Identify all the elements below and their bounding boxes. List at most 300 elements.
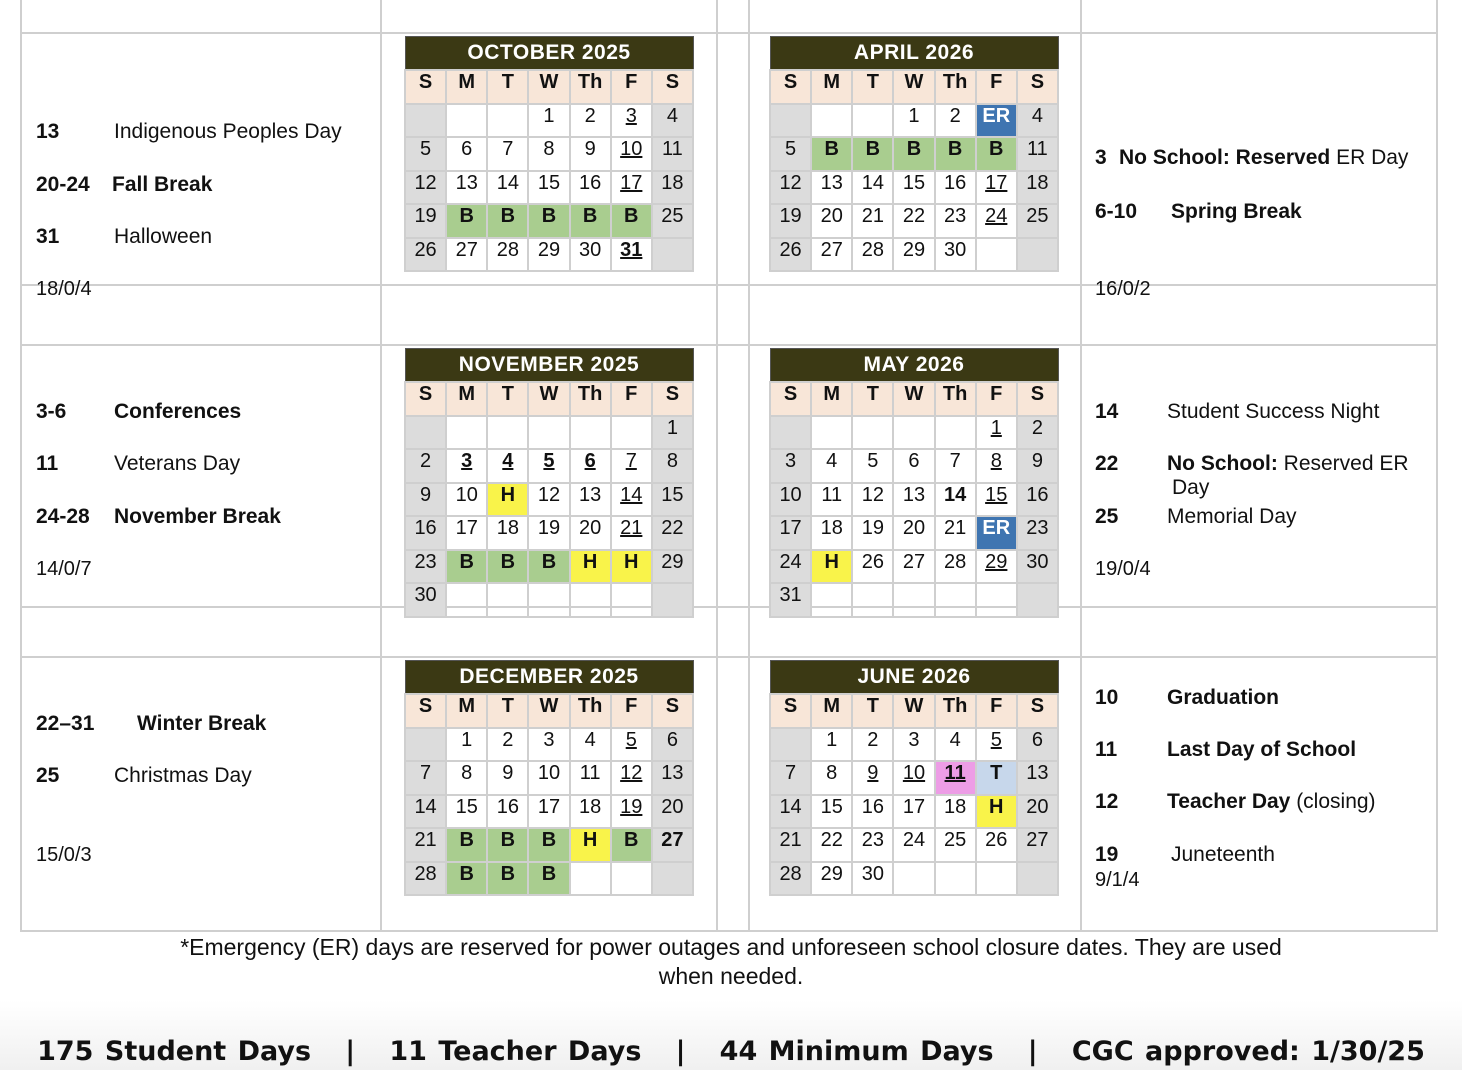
weekday-header: S — [1017, 382, 1058, 416]
spacer-cell — [1081, 285, 1437, 345]
day-cell: 10 — [893, 761, 934, 795]
weekday-header: Th — [935, 694, 976, 728]
calendar-week — [770, 449, 1058, 483]
note-label: Reserved ER — [1277, 452, 1409, 475]
calendar-week — [405, 449, 693, 483]
note-date: 14 — [1095, 400, 1119, 423]
apr-notes-cell — [1081, 33, 1437, 300]
day-cell: 16 — [1017, 483, 1058, 517]
dec-notes — [22, 658, 380, 930]
day-cell: 7 — [770, 761, 811, 795]
day-cell — [1017, 862, 1058, 896]
day-cell: 9 — [1017, 449, 1058, 483]
day-cell: 9 — [405, 483, 446, 517]
day-cell: 23 — [1017, 516, 1058, 550]
day-cell: 21 — [405, 828, 446, 862]
calendar-october-2025 — [404, 36, 694, 272]
note-label: Fall Break — [112, 173, 213, 196]
day-cell: 16 — [852, 795, 893, 829]
calendar-week — [770, 516, 1058, 550]
note-label: ER Day — [1330, 146, 1409, 169]
note-label: Christmas Day — [114, 764, 252, 787]
apr-notes — [1082, 34, 1436, 300]
oct-notes — [22, 34, 380, 300]
nov-cal-cell — [381, 345, 717, 607]
nov-day-summary: 14/0/7 — [36, 558, 92, 580]
calendar-week — [770, 483, 1058, 517]
weekday-header: W — [528, 382, 569, 416]
day-cell — [811, 416, 852, 450]
calendar-week — [405, 137, 693, 171]
oct-note-3 — [36, 225, 212, 249]
day-cell: B — [611, 204, 652, 238]
weekday-header: F — [976, 70, 1017, 104]
day-cell: 3 — [611, 104, 652, 138]
calendar-week — [770, 550, 1058, 584]
day-cell — [935, 416, 976, 450]
day-cell: 22 — [811, 828, 852, 862]
calendar-week — [770, 828, 1058, 862]
month-title: DECEMBER 2025 — [405, 661, 693, 695]
note-date: 6-10 — [1095, 200, 1138, 223]
day-cell: 3 — [893, 728, 934, 762]
day-cell: 5 — [528, 449, 569, 483]
day-cell — [893, 416, 934, 450]
day-cell: 16 — [487, 795, 528, 829]
note-label: (closing) — [1290, 790, 1376, 813]
weekday-header: W — [528, 70, 569, 104]
calendar-week — [405, 483, 693, 517]
note-date: 24-28 — [36, 505, 90, 528]
weekday-header: S — [652, 382, 693, 416]
day-cell: 27 — [811, 238, 852, 272]
day-cell: 11 — [652, 137, 693, 171]
day-cell: B — [446, 862, 487, 896]
day-cell: 14 — [611, 483, 652, 517]
day-cell — [487, 416, 528, 450]
day-cell: 6 — [1017, 728, 1058, 762]
weekday-header: T — [852, 70, 893, 104]
day-cell — [611, 416, 652, 450]
day-cell: B — [487, 862, 528, 896]
month-title: NOVEMBER 2025 — [405, 349, 693, 383]
day-cell: 25 — [1017, 204, 1058, 238]
calendar-week — [770, 238, 1058, 272]
day-cell: 1 — [893, 104, 934, 138]
day-cell: 1 — [811, 728, 852, 762]
footnote-line-2: when needed. — [658, 963, 804, 989]
weekday-header: F — [611, 382, 652, 416]
weekday-header: M — [446, 70, 487, 104]
dec-note-2 — [36, 764, 252, 788]
day-cell: 15 — [893, 171, 934, 205]
day-cell: 31 — [770, 583, 811, 617]
weekday-header: M — [446, 694, 487, 728]
note-date: 25 — [36, 764, 60, 787]
day-cell: 9 — [852, 761, 893, 795]
day-cell: 14 — [935, 483, 976, 517]
day-cell — [487, 104, 528, 138]
day-cell: 8 — [652, 449, 693, 483]
day-cell — [811, 104, 852, 138]
day-cell: 2 — [935, 104, 976, 138]
calendar-week — [405, 728, 693, 762]
note-date: 13 — [36, 120, 60, 143]
weekday-header: S — [405, 694, 446, 728]
day-cell: 28 — [770, 862, 811, 896]
day-cell: 26 — [405, 238, 446, 272]
oct-day-summary: 18/0/4 — [36, 278, 92, 300]
day-cell: 9 — [570, 137, 611, 171]
emergency-days-footnote — [0, 933, 1462, 991]
day-cell: 15 — [528, 171, 569, 205]
may-notes — [1082, 346, 1436, 606]
apr-day-summary: 16/0/2 — [1095, 278, 1151, 300]
may-note-1 — [1095, 400, 1379, 424]
spacer-cell — [1081, 607, 1437, 657]
note-date: 10 — [1095, 686, 1119, 709]
calendar-week — [405, 238, 693, 272]
calendar-week — [770, 795, 1058, 829]
day-cell: B — [976, 137, 1017, 171]
nov-note-2 — [36, 452, 240, 476]
jun-notes — [1082, 658, 1436, 930]
day-cell: 5 — [405, 137, 446, 171]
day-cell: 5 — [976, 728, 1017, 762]
day-cell: B — [487, 828, 528, 862]
spacer-cell — [717, 607, 749, 657]
day-cell: 10 — [770, 483, 811, 517]
weekday-header: F — [976, 382, 1017, 416]
spacer-cell — [749, 285, 1081, 345]
note-label: November Break — [114, 505, 281, 528]
calendar-week — [770, 171, 1058, 205]
day-cell: 3 — [770, 449, 811, 483]
weekday-header: M — [811, 382, 852, 416]
note-date: 22–31 — [36, 712, 95, 735]
gap-cell — [717, 345, 749, 607]
weekday-header: W — [528, 694, 569, 728]
day-cell: 19 — [770, 204, 811, 238]
day-cell: 19 — [611, 795, 652, 829]
day-cell: 17 — [611, 171, 652, 205]
weekday-header: S — [405, 382, 446, 416]
day-cell: 12 — [405, 171, 446, 205]
day-cell: 29 — [652, 550, 693, 584]
day-cell: 2 — [487, 728, 528, 762]
day-cell: 18 — [811, 516, 852, 550]
day-cell: 14 — [487, 171, 528, 205]
day-cell: 3 — [528, 728, 569, 762]
jun-note-4 — [1095, 843, 1275, 867]
day-cell: 9 — [487, 761, 528, 795]
day-cell: 1 — [652, 416, 693, 450]
note-label: Indigenous Peoples Day — [114, 120, 342, 143]
day-cell: 27 — [652, 828, 693, 862]
day-cell: 26 — [852, 550, 893, 584]
note-label-continued: Day — [1172, 476, 1210, 499]
note-label: Graduation — [1167, 686, 1280, 709]
day-cell: 18 — [1017, 171, 1058, 205]
day-cell: H — [487, 483, 528, 517]
weekday-header: S — [1017, 70, 1058, 104]
jun-cal-cell — [749, 657, 1081, 931]
jun-note-3 — [1095, 790, 1376, 814]
weekday-header: Th — [570, 70, 611, 104]
day-cell: 28 — [852, 238, 893, 272]
note-label-bold: No School: — [1167, 452, 1278, 475]
weekday-header: S — [405, 70, 446, 104]
day-cell: 10 — [446, 483, 487, 517]
nov-notes-cell — [21, 345, 381, 607]
day-cell: 4 — [570, 728, 611, 762]
day-cell — [976, 862, 1017, 896]
day-cell — [893, 862, 934, 896]
day-cell: B — [446, 204, 487, 238]
day-cell: 28 — [405, 862, 446, 896]
spacer-cell — [717, 285, 749, 345]
day-cell: 20 — [652, 795, 693, 829]
apr-cal-cell — [749, 33, 1081, 285]
day-cell: 28 — [487, 238, 528, 272]
day-cell — [405, 728, 446, 762]
day-cell: 15 — [652, 483, 693, 517]
day-cell — [1017, 238, 1058, 272]
day-cell: 18 — [570, 795, 611, 829]
day-cell: 14 — [405, 795, 446, 829]
note-label: Student Success Night — [1167, 400, 1380, 423]
note-date: 11 — [1095, 738, 1118, 761]
note-label-bold: No School: Reserved — [1119, 146, 1331, 169]
day-cell: 29 — [811, 862, 852, 896]
weekday-header: W — [893, 382, 934, 416]
note-label: Halloween — [114, 225, 213, 248]
apr-note-2 — [1095, 200, 1302, 224]
calendar-week — [405, 795, 693, 829]
may-cal-cell — [749, 345, 1081, 607]
day-cell — [570, 416, 611, 450]
weekday-header: T — [487, 70, 528, 104]
nov-notes — [22, 346, 380, 606]
jun-day-summary: 9/1/4 — [1095, 869, 1140, 891]
day-cell: 19 — [528, 516, 569, 550]
day-cell: 7 — [935, 449, 976, 483]
day-cell: 15 — [446, 795, 487, 829]
day-cell: B — [528, 862, 569, 896]
day-cell: 17 — [770, 516, 811, 550]
day-cell — [405, 104, 446, 138]
weekday-header: S — [770, 694, 811, 728]
day-cell: B — [487, 550, 528, 584]
month-title: JUNE 2026 — [770, 661, 1058, 695]
note-label: Conferences — [114, 400, 242, 423]
day-cell: 21 — [935, 516, 976, 550]
day-cell: 13 — [652, 761, 693, 795]
calendar-week — [405, 828, 693, 862]
day-cell: 12 — [852, 483, 893, 517]
day-cell — [611, 862, 652, 896]
dec-cal-cell — [381, 657, 717, 931]
day-cell — [770, 416, 811, 450]
day-cell: 29 — [976, 550, 1017, 584]
day-cell — [770, 104, 811, 138]
day-cell: T — [976, 761, 1017, 795]
spacer-cell — [21, 607, 381, 657]
day-cell: 5 — [852, 449, 893, 483]
calendar-week — [405, 761, 693, 795]
day-cell: 18 — [652, 171, 693, 205]
day-cell: 13 — [811, 171, 852, 205]
day-cell: 4 — [935, 728, 976, 762]
weekday-header: S — [652, 694, 693, 728]
calendar-november-2025 — [404, 348, 694, 618]
day-cell: 17 — [976, 171, 1017, 205]
day-cell: H — [570, 828, 611, 862]
note-label-bold: Teacher Day — [1167, 790, 1291, 813]
note-date: 31 — [36, 225, 60, 248]
day-cell — [852, 104, 893, 138]
note-date: 11 — [36, 452, 59, 475]
day-cell: H — [976, 795, 1017, 829]
day-cell: 3 — [446, 449, 487, 483]
day-cell: B — [528, 550, 569, 584]
day-cell: 2 — [570, 104, 611, 138]
apr-note-1 — [1095, 146, 1408, 170]
weekday-header: W — [893, 694, 934, 728]
may-note-2 — [1095, 452, 1409, 500]
weekday-header: T — [487, 694, 528, 728]
day-cell: H — [570, 550, 611, 584]
day-cell: 8 — [446, 761, 487, 795]
day-cell: 4 — [1017, 104, 1058, 138]
note-date: 20-24 — [36, 173, 90, 196]
day-cell — [770, 728, 811, 762]
calendar-week — [405, 171, 693, 205]
day-cell: 29 — [893, 238, 934, 272]
day-cell: 12 — [528, 483, 569, 517]
day-cell: 13 — [570, 483, 611, 517]
dec-note-1 — [36, 712, 266, 736]
day-cell: 11 — [570, 761, 611, 795]
note-label: Veterans Day — [114, 452, 241, 475]
may-notes-cell — [1081, 345, 1437, 607]
oct-cal-cell — [381, 33, 717, 285]
day-cell: 14 — [852, 171, 893, 205]
gap-cell — [717, 657, 749, 931]
dec-notes-cell — [21, 657, 381, 931]
day-cell: B — [446, 828, 487, 862]
note-label: Last Day of School — [1167, 738, 1357, 761]
note-date: 25 — [1095, 505, 1119, 528]
spacer-cell — [381, 607, 717, 657]
day-cell: 11 — [1017, 137, 1058, 171]
weekday-header: T — [852, 694, 893, 728]
calendar-week — [405, 516, 693, 550]
day-cell: 6 — [893, 449, 934, 483]
weekday-header: T — [487, 382, 528, 416]
note-date: 3 — [1095, 146, 1107, 169]
day-cell: B — [893, 137, 934, 171]
weekday-header: Th — [935, 382, 976, 416]
day-cell: 21 — [611, 516, 652, 550]
day-cell: 8 — [976, 449, 1017, 483]
note-date: 22 — [1095, 452, 1119, 475]
day-cell: 6 — [570, 449, 611, 483]
nov-note-1 — [36, 400, 241, 424]
day-cell: 22 — [893, 204, 934, 238]
calendar-week — [770, 416, 1058, 450]
day-cell: 16 — [570, 171, 611, 205]
spacer-cell — [381, 0, 717, 33]
day-cell — [652, 862, 693, 896]
weekday-header: M — [811, 70, 852, 104]
day-cell: 16 — [405, 516, 446, 550]
day-cell: 25 — [935, 828, 976, 862]
calendar-april-2026 — [769, 36, 1059, 272]
day-cell: B — [570, 204, 611, 238]
calendar-week — [770, 104, 1058, 138]
calendar-week — [770, 761, 1058, 795]
day-cell — [446, 104, 487, 138]
oct-notes-cell — [21, 33, 381, 300]
day-cell: 12 — [611, 761, 652, 795]
note-date: 3-6 — [36, 400, 67, 423]
weekday-header: S — [1017, 694, 1058, 728]
weekday-header: F — [976, 694, 1017, 728]
month-title: APRIL 2026 — [770, 37, 1058, 71]
day-cell: 27 — [1017, 828, 1058, 862]
day-cell: 20 — [893, 516, 934, 550]
weekday-header: T — [852, 382, 893, 416]
jun-note-2 — [1095, 738, 1356, 762]
day-cell: 15 — [976, 483, 1017, 517]
day-cell: 2 — [405, 449, 446, 483]
day-cell: 7 — [611, 449, 652, 483]
day-cell: B — [487, 204, 528, 238]
day-cell: 20 — [811, 204, 852, 238]
day-cell: 8 — [811, 761, 852, 795]
weekday-header: Th — [570, 382, 611, 416]
day-cell — [570, 862, 611, 896]
day-cell: 29 — [528, 238, 569, 272]
day-cell: H — [611, 550, 652, 584]
day-cell — [652, 238, 693, 272]
spacer-cell — [21, 285, 381, 345]
day-cell: 21 — [852, 204, 893, 238]
spacer-cell — [1081, 0, 1437, 33]
day-cell: 23 — [935, 204, 976, 238]
calendar-june-2026 — [769, 660, 1059, 896]
day-cell: 14 — [770, 795, 811, 829]
day-cell: 2 — [852, 728, 893, 762]
day-cell: 20 — [1017, 795, 1058, 829]
weekday-header: F — [611, 694, 652, 728]
calendar-december-2025 — [404, 660, 694, 896]
day-cell: 30 — [570, 238, 611, 272]
weekday-header: M — [811, 694, 852, 728]
day-cell: 11 — [935, 761, 976, 795]
oct-note-1 — [36, 120, 342, 144]
day-cell: 24 — [893, 828, 934, 862]
day-cell: 30 — [405, 583, 446, 617]
day-cell: 23 — [852, 828, 893, 862]
day-cell: 16 — [935, 171, 976, 205]
jun-note-1 — [1095, 686, 1279, 710]
day-cell: 30 — [935, 238, 976, 272]
calendar-week — [770, 137, 1058, 171]
spacer-cell — [21, 0, 381, 33]
day-cell: 13 — [446, 171, 487, 205]
